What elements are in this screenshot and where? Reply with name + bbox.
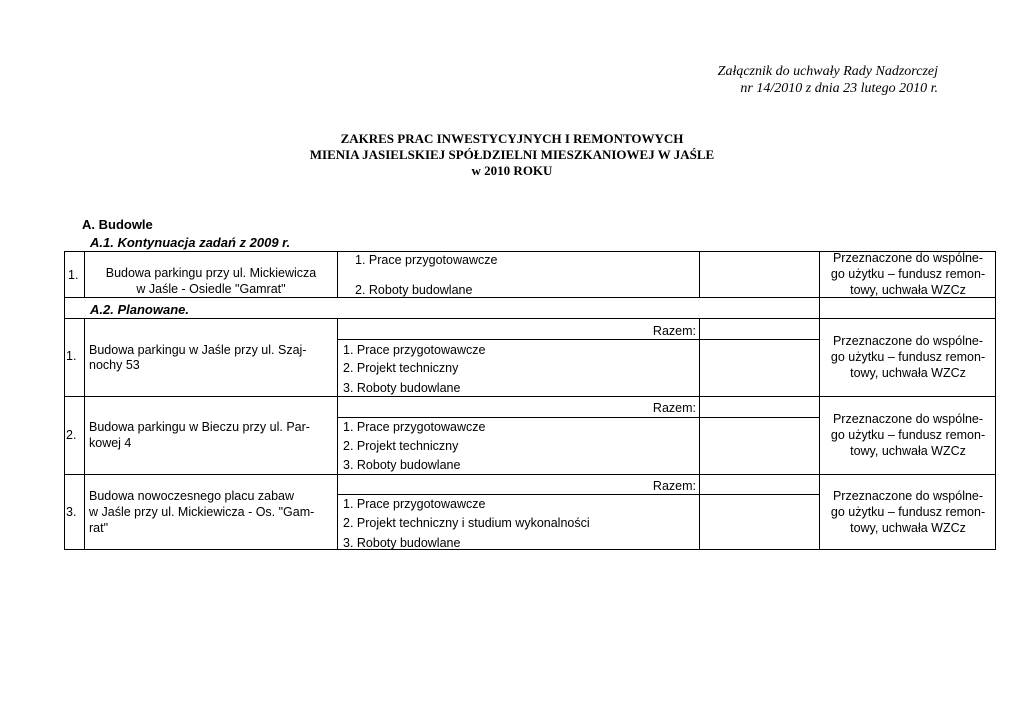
total-label: Razem: — [652, 324, 696, 338]
total-label: Razem: — [652, 479, 696, 493]
title-line-3: w 2010 ROKU — [471, 163, 553, 178]
row-number: 1. — [68, 268, 79, 282]
a2-col-divider — [699, 318, 700, 550]
a2-col-divider — [337, 318, 338, 550]
note-line-1: Przeznaczone do wspólne- — [832, 489, 984, 503]
row-number: 1. — [66, 349, 77, 363]
strip-border — [64, 298, 65, 318]
task-name-line-1: Budowa parkingu w Jaśle przy ul. Szaj- — [89, 343, 307, 357]
a1-col-divider — [337, 251, 338, 298]
note-line-3: towy, uchwała WZCz — [850, 366, 966, 380]
work-item: 1. Prace przygotowawcze — [343, 420, 486, 434]
subsection-a1-heading: A.1. Kontynuacja zadań z 2009 r. — [90, 235, 291, 250]
note-line-2: go użytku – fundusz remon- — [830, 505, 986, 519]
work-item: 2. Projekt techniczny — [343, 439, 459, 453]
note-line-3: towy, uchwała WZCz — [850, 444, 966, 458]
note-line-1: Przeznaczone do wspólne- — [832, 251, 984, 265]
task-name-line-2: w Jaśle przy ul. Mickiewicza - Os. "Gam- — [89, 505, 315, 519]
total-separator — [337, 494, 820, 495]
row-number: 3. — [66, 505, 77, 519]
title-line-1: ZAKRES PRAC INWESTYCYJNYCH I REMONTOWYCH — [340, 131, 684, 146]
attachment-line-2: nr 14/2010 z dnia 23 lutego 2010 r. — [740, 81, 938, 96]
note-line-1: Przeznaczone do wspólne- — [832, 412, 984, 426]
note-line-2: go użytku – fundusz remon- — [830, 267, 986, 281]
strip-border — [819, 298, 820, 318]
task-name-line-2: kowej 4 — [89, 436, 132, 450]
row-number: 2. — [66, 428, 77, 442]
title-line-2: MIENIA JASIELSKIEJ SPÓŁDZIELNI MIESZKANIOWEJ W JAŚLE — [309, 147, 715, 162]
work-item: 2. Projekt techniczny i studium wykonalności — [343, 516, 590, 530]
task-name-line-2: w Jaśle - Osiedle "Gamrat" — [136, 282, 286, 296]
a2-row-separator — [64, 396, 996, 397]
note-line-2: go użytku – fundusz remon- — [830, 350, 986, 364]
total-separator — [337, 339, 820, 340]
note-line-3: towy, uchwała WZCz — [850, 283, 966, 297]
task-name-line-3: rat" — [89, 521, 109, 535]
note-line-1: Przeznaczone do wspólne- — [832, 334, 984, 348]
total-separator — [337, 417, 820, 418]
section-heading: A. Budowle — [82, 217, 153, 232]
a1-col-divider — [699, 251, 700, 298]
task-name-line-2: nochy 53 — [89, 358, 140, 372]
a2-col-divider — [84, 318, 85, 550]
work-item: 3. Roboty budowlane — [343, 381, 461, 395]
attachment-line-1: Załącznik do uchwały Rady Nadzorczej — [717, 64, 938, 79]
work-item: 1. Prace przygotowawcze — [343, 343, 486, 357]
work-item: 1. Prace przygotowawcze — [355, 253, 498, 267]
work-item: 3. Roboty budowlane — [343, 536, 461, 550]
subsection-a2-heading: A.2. Planowane. — [90, 302, 189, 317]
work-item: 3. Roboty budowlane — [343, 458, 461, 472]
note-line-2: go użytku – fundusz remon- — [830, 428, 986, 442]
attachment-note — [718, 63, 938, 97]
task-name-line-1: Budowa parkingu przy ul. Mickiewicza — [105, 266, 317, 280]
work-item: 2. Projekt techniczny — [343, 361, 459, 375]
note-line-3: towy, uchwała WZCz — [850, 521, 966, 535]
task-name-line-1: Budowa parkingu w Bieczu przy ul. Par- — [89, 420, 310, 434]
document-title — [0, 131, 1024, 179]
work-item: 1. Prace przygotowawcze — [343, 497, 486, 511]
task-name-line-1: Budowa nowoczesnego placu zabaw — [89, 489, 294, 503]
total-label: Razem: — [652, 401, 696, 415]
a2-row-separator — [64, 474, 996, 475]
strip-border — [995, 298, 996, 318]
work-item: 2. Roboty budowlane — [355, 283, 473, 297]
